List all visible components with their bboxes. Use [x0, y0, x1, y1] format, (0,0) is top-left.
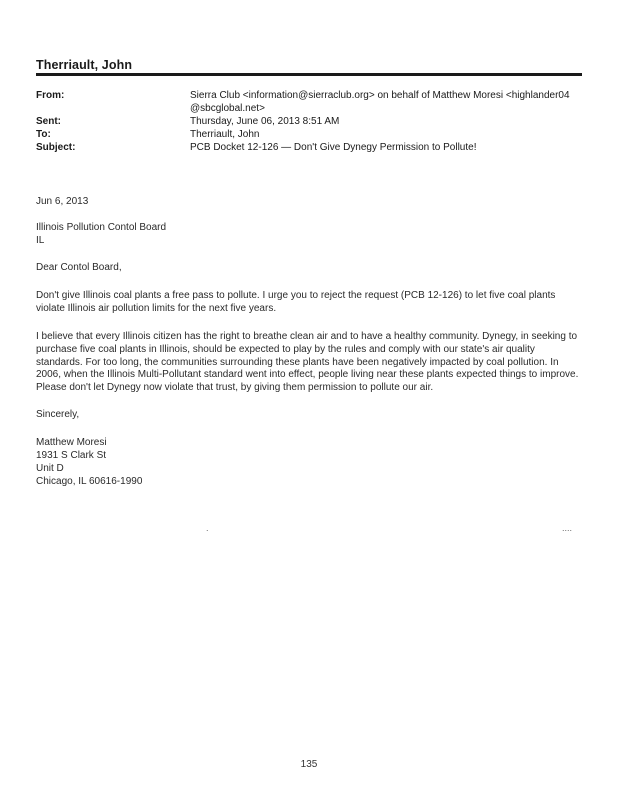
signature-name: Matthew Moresi [36, 437, 107, 448]
letter-date: Jun 6, 2013 [36, 196, 89, 207]
from-label: From: [36, 90, 65, 101]
subject-label: Subject: [36, 142, 76, 153]
signature-address-2: Unit D [36, 463, 64, 474]
sent-value: Thursday, June 06, 2013 8:51 AM [190, 116, 340, 127]
sent-label: Sent: [36, 116, 61, 127]
footer-dot: . [206, 523, 209, 533]
signature-address-1: 1931 S Clark St [36, 450, 107, 461]
page-number: 135 [300, 759, 318, 770]
from-value: Sierra Club <information@sierraclub.org> on behalf of Matthew Moresi <highlander04 @sbcglobal.net> [190, 90, 570, 114]
salutation: Dear Contol Board, [36, 262, 122, 273]
header-divider [36, 73, 582, 76]
paragraph-2: I believe that every Illinois citizen has the right to breathe clean air and to have a healthy community. Dynegy, in seeking to purchase five coal plants in Illinois, should be expected to play by the rules and comply with our state's air quality standards. For too long, the communities surrounding these plants have been negatively impacted by coal pollution. In 2006, when the Illinois Multi-Pollutant standard went into effect, people living near these plants expected things to improve. Please don't let Dynegy now violate that trust, by giving them permission to pollute our air. [36, 331, 579, 394]
footer-dashes: .... [562, 523, 573, 533]
closing: Sincerely, [36, 409, 80, 420]
to-value: Therriault, John [190, 129, 260, 140]
to-label: To: [36, 129, 51, 140]
recipient-line-1: Illinois Pollution Contol Board [36, 222, 167, 233]
signature-city: Chicago, IL 60616-1990 [36, 476, 143, 487]
recipient-line-2: IL [36, 235, 45, 246]
sender-name: Therriault, John [36, 58, 133, 72]
paragraph-1: Don't give Illinois coal plants a free pass to pollute. I urge you to reject the request (PCB 12-126) to let five coal plants violate Illinois air pollution limits for the next five years. [36, 290, 556, 314]
subject-value: PCB Docket 12-126 — Don't Give Dynegy Permission to Pollute! [190, 142, 477, 153]
